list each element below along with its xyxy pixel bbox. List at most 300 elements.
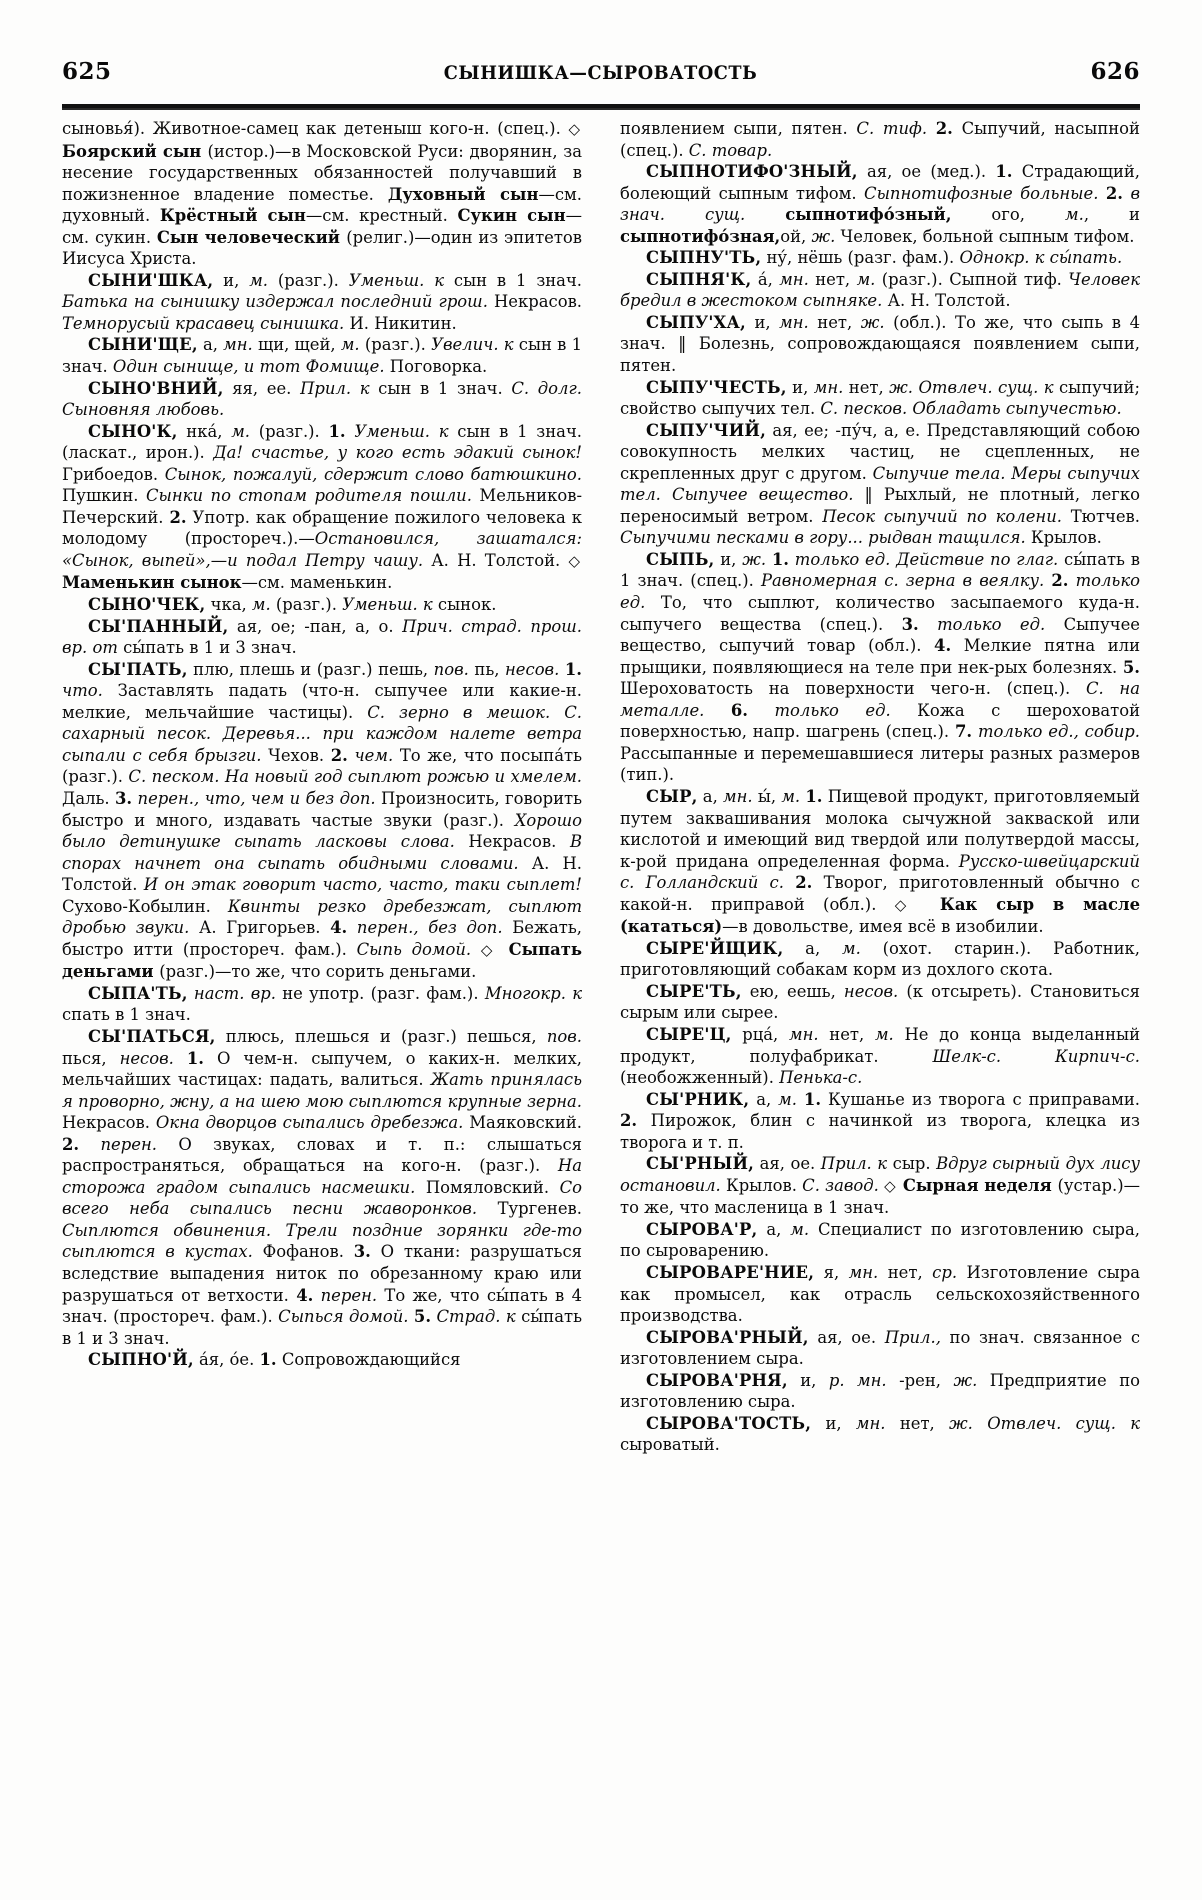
entry-text: ая, ое. (808, 1327, 885, 1347)
folio-right: 626 (1090, 58, 1140, 85)
entry-text: А. Н. Толстой. (882, 291, 1011, 311)
headword: СЫПНЯ'К, (646, 269, 752, 289)
entry-text: а́я, о́е. (193, 1350, 260, 1370)
entry-text: (разг.)—то же, что сорить деньгами. (159, 962, 477, 982)
bold-phrase: 2. (62, 1134, 80, 1154)
italic-text: Батька на сынишку издержал последний грош. (62, 292, 488, 312)
diamond-icon: ◇ (894, 895, 938, 914)
italic-text: только ед. Действие по глаг. (794, 549, 1059, 569)
entry-text: сыр. (887, 1154, 937, 1174)
entry-text: Даль. (62, 788, 116, 808)
dictionary-entry (620, 161, 1140, 247)
entry-text: Специалист по изготовлению сыра, по сыроварению. (620, 1219, 1140, 1261)
folio-left: 625 (62, 58, 112, 85)
bold-phrase: 7. (954, 722, 973, 742)
entry-text: То же, что сы́пать в 4 знач. (простореч. фам.). (62, 1285, 583, 1327)
italic-text: С. долг. Сыновняя любовь. (62, 378, 582, 420)
entry-text (174, 1049, 187, 1068)
entry-text: и, (787, 1370, 829, 1390)
entry-text: ‖ Рыхлый, не плотный, легко переносимый ветром. (620, 485, 1141, 526)
bold-phrase: 3. (353, 1242, 371, 1262)
italic-text: Уменьш. к (354, 421, 449, 441)
entry-text: —см. духовный. (62, 184, 582, 226)
dictionary-entry (620, 1413, 1140, 1456)
dictionary-entry (62, 334, 582, 377)
bold-phrase: 1. (564, 659, 582, 679)
italic-text: Сыпь домой. (356, 939, 472, 959)
entry-text: и, (714, 549, 743, 569)
entry-text: пься, (62, 1048, 120, 1068)
dictionary-entry (620, 1327, 1140, 1370)
italic-text: м. (231, 421, 251, 441)
entry-text: а, (783, 938, 842, 958)
entry-text: а, (697, 786, 723, 806)
left-column (62, 118, 582, 1858)
entry-text: Произносить, говорить быстро и много, издавать частые звуки (разг.). (62, 788, 582, 830)
italic-text: мн. (848, 1262, 879, 1282)
dictionary-entry (620, 1262, 1140, 1327)
italic-text: С. зерно в мешок. С. сахарный песок. Деревья... при каждом налете ветра сыпали с себя брызги. (62, 702, 582, 765)
entry-text: —см. маменькин. (241, 573, 393, 593)
dictionary-entry (62, 983, 582, 1026)
entry-text: Фофанов. (252, 1242, 354, 1262)
entry-text (784, 873, 795, 892)
entry-text: Кушанье из творога с приправами. (821, 1089, 1140, 1109)
entry-continuation (620, 118, 1140, 161)
italic-text: Прил. к (820, 1154, 888, 1174)
entry-text: нет, (808, 269, 857, 289)
italic-text: мн. (788, 1024, 819, 1044)
italic-text: наст. вр. (193, 983, 276, 1003)
italic-text: Уменьш. к (348, 270, 445, 290)
italic-text: несов. (119, 1048, 174, 1068)
bold-phrase: Духовный сын (387, 184, 539, 204)
dictionary-entry (620, 549, 1140, 786)
italic-text: Прил. к (300, 378, 370, 398)
entry-text: ая, ое (мед.). (857, 162, 996, 182)
entry-text: ая, ое. (754, 1154, 821, 1174)
italic-text: только ед. (774, 700, 891, 720)
bold-phrase: 2. (935, 119, 953, 138)
bold-phrase: 5. (1122, 657, 1140, 677)
entry-text: (разг.). Сыпной тиф. (875, 269, 1069, 289)
italic-text: Сынки по стопам родителя пошли. (145, 486, 472, 506)
headword: СЫ'ПАТЬСЯ, (88, 1026, 216, 1046)
italic-text: м. (841, 938, 861, 958)
headword: СЫРОВА'РНЯ, (646, 1370, 788, 1390)
italic-text: перен. (100, 1134, 157, 1154)
entry-text: Рассыпанные и перемешавшиеся литеры разных размеров (тип.). (620, 743, 1140, 785)
entry-text: а, (197, 335, 224, 355)
entry-text: —в довольстве, имея всё в изобилии. (722, 917, 1044, 937)
bold-phrase: Как сыр в масле (кататься) (620, 894, 1140, 937)
italic-text: Страд. к (436, 1307, 516, 1327)
entry-text: ну́, нёшь (разг. фам.). (761, 248, 960, 268)
entry-text: сыпучий; свойство сыпучих тел. (620, 377, 1141, 419)
bold-phrase: Сукин сын (457, 206, 566, 226)
bold-phrase: 2. (1051, 571, 1069, 591)
italic-text: перен., что, чем и без доп. (137, 788, 376, 808)
headword: СЫПУ'ЧЕСТЬ, (646, 377, 787, 397)
entry-text: Тургенев. (477, 1199, 582, 1219)
bold-phrase: 2. (620, 1111, 638, 1131)
entry-text: (разг.). (359, 335, 432, 355)
headword: СЫПНУ'ТЬ, (646, 248, 762, 268)
entry-text (347, 918, 357, 937)
bold-phrase: 2. (1105, 183, 1124, 203)
italic-text: мн. (723, 786, 753, 806)
bold-phrase: сыпнотифо́зный, (785, 205, 952, 225)
italic-text: Сыпучими песками в гору... рыдван тащился. (620, 528, 1026, 548)
bold-phrase: Боярский сын (62, 141, 208, 161)
italic-text: что. (62, 681, 103, 701)
italic-text: Русско-швейцарский с. Голландский с. (620, 851, 1140, 893)
headword: СЫРЕ'ЙЩИК, (646, 938, 784, 958)
entry-text: яя, ее. (223, 378, 301, 398)
italic-text: С. тиф. (856, 119, 928, 138)
entry-text: Творог, приготовленный обычно с какой-н. приправой (обл.). (620, 873, 1140, 914)
entry-text: Чехов. (261, 745, 331, 765)
entry-text: ой, (780, 226, 812, 246)
entry-text (1098, 184, 1105, 203)
entry-text: и, (745, 312, 780, 332)
entry-text: а, (757, 1219, 791, 1239)
entry-text: Некрасов. (487, 292, 583, 312)
italic-text: Сыплются обвинения. Трели поздние зорянки где-то сыплются в кустах. (62, 1220, 582, 1262)
entry-text: —см. сукин. (62, 206, 582, 247)
dictionary-entry (620, 420, 1140, 549)
dictionary-entry (62, 421, 582, 594)
italic-text: чем. (354, 745, 394, 765)
bold-phrase: 1. (995, 162, 1013, 182)
headword: СЫР, (646, 786, 698, 806)
dictionary-entry (62, 270, 582, 335)
entry-text (748, 701, 774, 720)
entry-text: я, (814, 1262, 849, 1282)
entry-text: нет, (818, 1024, 875, 1044)
italic-text: мн. (813, 377, 844, 397)
italic-text: в знач. сущ. (620, 183, 1140, 225)
diamond-icon: ◇ (568, 120, 580, 138)
italic-text: С. завод. (802, 1175, 879, 1195)
entry-text: (религ.)—один из эпитетов Иисуса Христа. (62, 227, 582, 269)
entry-text: Кожа с шероховатой поверхностью, напр. шагрень (спец.). (620, 700, 1140, 742)
entry-text: (обл.). То же, что сыпь в 4 знач. ‖ Болезнь, сопровождающаяся появлением сыпи, пятен. (620, 312, 1140, 376)
entry-text: (истор.)—в Московской Руси: дворянин, за несение государственных обязанностей получавший в пожизненное владение поместье. (62, 141, 582, 204)
entry-text: Сухово-Кобылин. (62, 896, 228, 916)
entry-text: а́, (751, 269, 780, 289)
italic-text: только ед., собир. (977, 722, 1140, 742)
italic-text: Отвлеч. сущ. к (987, 1413, 1141, 1433)
entry-text: Изготовление сыра как промысел, как отрасль сельскохозяйственного производства. (620, 1262, 1140, 1326)
right-column (620, 118, 1140, 1858)
entry-text (313, 1286, 320, 1305)
dictionary-entry (620, 1024, 1140, 1089)
headword: СЫПЬ, (646, 549, 715, 569)
entry-text: Некрасов. (454, 832, 570, 852)
bold-phrase: 1. (803, 1089, 822, 1109)
bold-phrase: 1. (805, 786, 823, 806)
entry-text: (охот. старин.). Работник, приготовляющий собакам корм из дохлого скота. (620, 938, 1140, 980)
headword: СЫПНОТИФО'ЗНЫЙ, (646, 162, 858, 182)
headword: СЫПНО'Й, (88, 1350, 194, 1370)
entry-text: сы́пать в 1 и 3 знач. (117, 638, 297, 658)
entry-text: Предприятие по изготовлению сыра. (620, 1370, 1140, 1412)
headword: СЫНО'К, (88, 421, 178, 441)
dictionary-entry (62, 378, 582, 421)
italic-text: Песок сыпучий по колени. (822, 506, 1062, 526)
italic-text: Человек бредил в жестоком сыпняке. (620, 269, 1140, 311)
italic-text: м. (790, 1219, 810, 1239)
entry-text: А. Григорьев. (189, 918, 331, 938)
italic-text: р. мн. (828, 1370, 887, 1390)
italic-text: Уменьш. к (342, 595, 433, 615)
bold-phrase: Сын человеческий (156, 227, 347, 247)
entry-text: нет, (808, 312, 861, 332)
bold-phrase: Маменькин сынок (62, 573, 242, 593)
italic-text: Увелич. к (431, 335, 514, 355)
entry-text: и, (786, 377, 814, 397)
entry-text: Грибоедов. (62, 464, 165, 484)
entry-text: Человек, больной сыпным тифом. (835, 226, 1135, 246)
entry-text (919, 615, 937, 634)
italic-text: Шелк-с. Кирпич-с. (932, 1046, 1140, 1066)
bold-phrase: 1. (259, 1350, 277, 1370)
entry-text (79, 1135, 100, 1154)
entry-text: Помяловский. (415, 1177, 560, 1197)
entry-text: ая, ее; -пу́ч, а, е. Представляющий собою совокупность мелких частиц, не сцепленных, не скрепленных друг с другом. (620, 420, 1140, 483)
entry-text (1068, 571, 1075, 590)
dictionary-entry (620, 1219, 1140, 1262)
bold-phrase: 2. (795, 873, 813, 893)
entry-text: не употр. (разг. фам.). (275, 983, 485, 1003)
dictionary-entry (620, 377, 1140, 420)
bold-phrase: сыпнотифо́зная, (620, 226, 781, 246)
italic-text: ж. (860, 312, 885, 332)
bold-phrase: 4. (330, 918, 348, 938)
italic-text: Один сынище, и тот Фомище. (112, 357, 385, 377)
dictionary-entry (620, 312, 1140, 377)
entry-text: нет, (878, 1262, 933, 1282)
entry-text (973, 1414, 987, 1433)
italic-text: Прил., (884, 1327, 941, 1347)
italic-text: м. (874, 1024, 894, 1044)
dictionary-entry (620, 786, 1140, 938)
entry-text: пь, (468, 659, 506, 679)
headword: СЫНО'ЧЕК, (88, 595, 206, 615)
entry-text: (разг.). (270, 595, 343, 615)
italic-text: мн. (779, 269, 809, 289)
entry-text: Пушкин. (62, 486, 146, 506)
entry-text: (к отсыреть). Становиться сырым или сырее. (620, 981, 1140, 1023)
entry-text: А. Н. Толстой. (423, 550, 569, 570)
italic-text: несов. (505, 659, 560, 679)
entry-continuation (62, 118, 582, 270)
entry-text: Некрасов. (62, 1113, 156, 1133)
entry-text: (разг.). (268, 270, 349, 290)
headword: СЫРЕ'Ц, (646, 1024, 732, 1044)
italic-text: ж. (742, 549, 767, 569)
entry-text: Пирожок, блин с начинкой из творога, клецка из творога и т. п. (620, 1111, 1140, 1152)
entry-text: нет, (885, 1413, 950, 1433)
bold-phrase: 2. (169, 507, 187, 527)
italic-text: Вдруг сырный дух лису остановил. (620, 1154, 1140, 1195)
italic-text: пов. (546, 1026, 582, 1046)
headword: СЫРОВА'ТОСТЬ, (646, 1413, 812, 1433)
italic-text: В спорах начнет она сыпать обидными словами. (62, 832, 582, 873)
entry-text: плюсь, плешься и (разг.) пешься, (215, 1026, 547, 1046)
dictionary-entry (62, 1026, 582, 1349)
entry-text: О чем-н. сыпучем, о каких-н. мелких, мельчайших частицах: падать, валиться. (62, 1048, 582, 1090)
column-container (62, 118, 1140, 1858)
entry-text: плю, плешь и (разг.) пешь, (187, 659, 434, 679)
entry-text (704, 701, 730, 720)
italic-text: м. (249, 270, 268, 290)
entry-text: Страдающий, болеющий сыпным тифом. (620, 162, 1140, 203)
entry-text: по знач. связанное с изготовлением сыра. (620, 1327, 1141, 1369)
running-title: СЫНИШКА—СЫРОВАТОСТЬ (444, 62, 758, 84)
italic-text: ж. (811, 226, 836, 246)
italic-text: Равномерная с. зерна в веялку. (760, 571, 1045, 591)
entry-text: Тютчев. (1062, 506, 1140, 526)
entry-text (927, 119, 936, 138)
entry-text: появлением сыпи, пятен. (620, 119, 857, 138)
italic-text: Однокр. к сы́пать. (959, 248, 1123, 268)
entry-text: Мелкие пятна или прыщики, появляющиеся на теле при нек-рых болезнях. (620, 636, 1140, 677)
headword: СЫПУ'ЧИЙ, (646, 420, 766, 440)
italic-text: только ед. (620, 571, 1141, 613)
dictionary-entry (620, 938, 1140, 981)
entry-text: нка́, (177, 421, 232, 441)
running-head (62, 58, 1140, 92)
entry-text (745, 205, 785, 224)
headword: СЫ'ПАННЫЙ, (88, 616, 229, 636)
headword: СЫ'ПАТЬ, (88, 659, 188, 679)
diamond-icon: ◇ (568, 551, 580, 570)
entry-text: сы́пать в 1 знач. (спец.). (620, 549, 1140, 591)
italic-text: пов. (433, 659, 469, 679)
bold-phrase: 6. (730, 700, 748, 720)
entry-text: И. Никитин. (344, 313, 457, 333)
bold-phrase: 5. (413, 1307, 432, 1327)
italic-text: С. песком. На новый год сыплют рожью и хмелем. (128, 767, 582, 787)
italic-text: ср. (932, 1262, 958, 1282)
italic-text: Пенька-с. (779, 1068, 863, 1088)
italic-text: Сыпучие тела. Меры сыпучих тел. Сыпучее вещество. (620, 463, 1140, 505)
italic-text: Да! счастье, у кого есть эдакий сынок! (213, 443, 582, 463)
headword: СЫПУ'ХА, (646, 312, 746, 332)
entry-text: —см. крестный. (305, 206, 458, 226)
italic-text: Прич. страд. прош. вр. от (62, 616, 583, 658)
entry-text (797, 1090, 804, 1109)
entry-text: ого, (951, 205, 1065, 225)
entry-text: сын в 1 знач. (369, 378, 512, 398)
entry-text: А. Н. Толстой. (62, 853, 582, 895)
italic-text: м. (251, 595, 271, 615)
italic-text: И он этак говорит часто, часто, таки сыплет! (143, 875, 582, 895)
entry-text: ею, еешь, (741, 981, 844, 1001)
bold-phrase: Крёстный сын (159, 206, 306, 226)
entry-text: Бежать, быстро итти (простореч. фам.). (62, 918, 582, 959)
dictionary-entry (620, 1089, 1140, 1154)
italic-text: Остановился, зашатался: «Сынок, выпей»,—и подал Петру чашу. (62, 529, 582, 570)
entry-text: Употр. как обращение пожилого человека к молодому (простореч.).— (62, 507, 583, 549)
entry-text: -рен, (886, 1370, 954, 1390)
italic-text: Сынок, пожалуй, сдержит слово батюшкино. (164, 464, 582, 484)
italic-text: м. (340, 335, 360, 355)
dictionary-entry (620, 269, 1140, 312)
diamond-icon: ◇ (878, 1176, 901, 1195)
bold-phrase: 4. (934, 636, 952, 656)
italic-text: Квинты резко дребезжат, сыплют дробью звуки. (62, 896, 582, 938)
dictionary-entry (62, 659, 582, 983)
italic-text: м. (1065, 205, 1084, 225)
italic-text: Темнорусый красавец сынишка. (62, 313, 345, 333)
entry-text: Крылов. (720, 1175, 803, 1195)
dictionary-entry (620, 1153, 1140, 1219)
bold-phrase: 3. (901, 614, 919, 634)
bold-phrase: Сыпать деньгами (62, 939, 583, 982)
italic-text: Сыпнотифозные больные. (864, 183, 1099, 203)
headword: СЫРОВАРЕ'НИЕ, (646, 1262, 815, 1282)
entry-text: Маяковский. (463, 1113, 582, 1133)
italic-text: мн. (855, 1413, 886, 1433)
italic-text: несов. (843, 981, 899, 1001)
dictionary-entry (62, 594, 582, 616)
italic-text: На сторожа градом сыпались насмешки. (62, 1156, 582, 1197)
entry-text: сынок. (432, 595, 497, 615)
italic-text: С. песков. Обладать сыпучестью. (820, 399, 1122, 419)
entry-text: (разг.). (250, 421, 329, 441)
italic-text: Отвлеч. сущ. к (918, 377, 1054, 397)
entry-text: сын в 1 знач. (62, 335, 583, 377)
italic-text: мн. (779, 312, 809, 332)
bold-phrase: Сырная неделя (902, 1175, 1058, 1195)
headword: СЫ'РНЫЙ, (646, 1154, 755, 1174)
bold-phrase: 4. (296, 1285, 314, 1305)
entry-text: ы́, (752, 786, 782, 806)
headword: СЫНО'ВНИЙ, (88, 378, 224, 398)
italic-text: перен., без доп. (356, 918, 503, 938)
entry-text: ая, ое; -пан, а, о. (228, 616, 403, 636)
headword: СЫНИ'ШКА, (88, 270, 214, 290)
italic-text: Сыпься домой. (278, 1307, 409, 1327)
entry-text: Сыпучее вещество, сыпучий товар (обл.). (620, 614, 1140, 656)
italic-text: перен. (320, 1285, 378, 1305)
italic-text: Жать принялась я проворно, жну, а на шею мою сыплются крупные зерна. (62, 1070, 582, 1111)
entry-text: сыновья́). Животное-самец как детеныш кого-н. (спец.). (62, 119, 569, 138)
italic-text: м. (778, 1089, 797, 1109)
entry-text: сыроватый. (620, 1435, 720, 1455)
entry-text: Не до конца выделанный продукт, полуфабрикат. (620, 1024, 1140, 1066)
entry-text: То, что сыплют, количество засыпаемого куда-н. сыпучего вещества (спец.). (620, 593, 1140, 634)
italic-text: только ед. (937, 614, 1046, 634)
headword: СЫРОВА'Р, (646, 1219, 758, 1239)
italic-text: м. (856, 269, 876, 289)
entry-text: Шероховатость на поверхности чего-н. (спец.). (620, 679, 1086, 699)
entry-text: Поговорка. (384, 357, 488, 377)
italic-text: ж. (949, 1413, 973, 1433)
dictionary-entry (62, 1349, 582, 1371)
italic-text: Хорошо было детинушке сыпать ласковы слова. (62, 810, 582, 852)
italic-text: С. товар. (688, 140, 773, 160)
headword: СЫРЕ'ТЬ, (646, 981, 742, 1001)
bold-phrase: 3. (115, 788, 133, 808)
italic-text: Со всего неба сыпались песни жаворонков. (62, 1177, 582, 1219)
entry-text: (устар.)—то же, что масленица в 1 знач. (620, 1175, 1140, 1218)
entry-text: сын в 1 знач. (444, 270, 582, 290)
header-rule (62, 104, 1140, 108)
